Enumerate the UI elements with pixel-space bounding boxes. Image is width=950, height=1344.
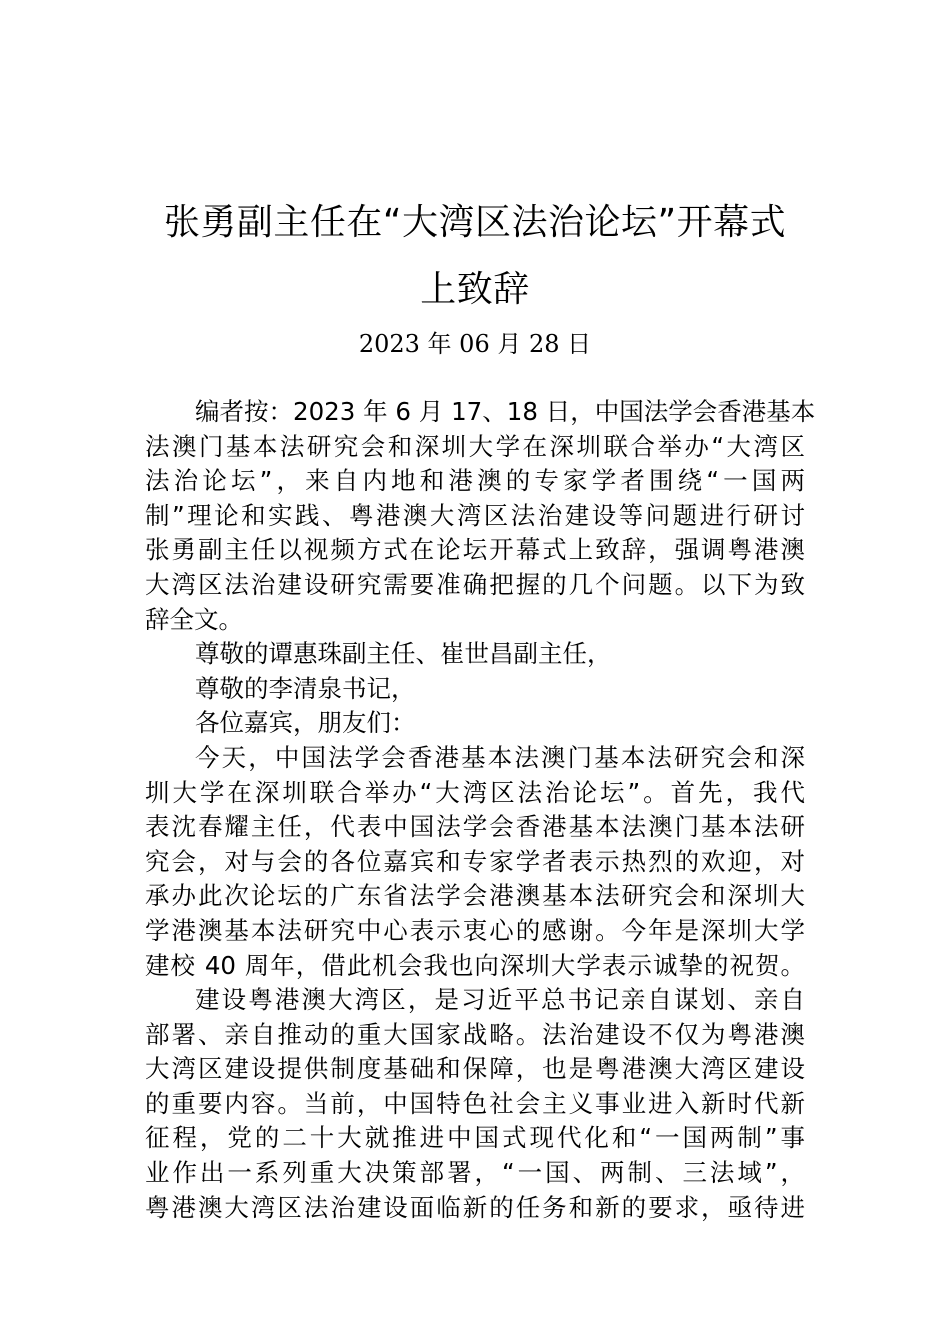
body-line: 究会，对与会的各位嘉宾和专家学者表示热烈的欢迎，对 (145, 846, 805, 876)
document-body (145, 395, 816, 1225)
body-line: 编者按：2023 年 6 月 17、18 日，中国法学会香港基本 (195, 397, 816, 426)
body-line: 辞全文。 (145, 604, 243, 634)
body-line: 表沈春耀主任，代表中国法学会香港基本法澳门基本法研 (145, 812, 805, 842)
body-line: 业作出一系列重大决策部署，“一国、两制、三法域”， (145, 1158, 805, 1188)
body-line: 法澳门基本法研究会和深圳大学在深圳联合举办“大湾区 (145, 431, 805, 461)
salutation-line: 尊敬的谭惠珠副主任、崔世昌副主任， (195, 639, 612, 669)
body-line: 法治论坛”，来自内地和港澳的专家学者围绕“一国两 (145, 466, 805, 496)
body-line: 学港澳基本法研究中心表示衷心的感谢。今年是深圳大学 (145, 915, 805, 945)
body-line: 征程，党的二十大就推进中国式现代化和“一国两制”事 (145, 1123, 805, 1153)
body-line: 部署、亲自推动的重大国家战略。法治建设不仅为粤港澳 (145, 1019, 805, 1049)
document-title-line-2: 上致辞 (420, 269, 530, 310)
body-line: 粤港澳大湾区法治建设面临新的任务和新的要求，亟待进 (145, 1192, 805, 1222)
document-date: 2023 年 06 月 28 日 (358, 330, 592, 358)
salutation-line: 尊敬的李清泉书记， (195, 673, 416, 703)
body-line: 承办此次论坛的广东省法学会港澳基本法研究会和深圳大 (145, 881, 805, 911)
document-title-line-1: 张勇副主任在“大湾区法治论坛”开幕式 (163, 202, 787, 243)
body-line: 制”理论和实践、粤港澳大湾区法治建设等问题进行研讨 (145, 500, 805, 530)
body-line: 的重要内容。当前，中国特色社会主义事业进入新时代新 (145, 1088, 805, 1118)
body-line: 建设粤港澳大湾区，是习近平总书记亲自谋划、亲自 (195, 985, 805, 1015)
body-line: 今天，中国法学会香港基本法澳门基本法研究会和深 (195, 742, 805, 772)
body-line: 建校 40 周年，借此机会我也向深圳大学表示诚挚的祝贺。 (145, 950, 805, 980)
body-line: 圳大学在深圳联合举办“大湾区法治论坛”。首先，我代 (145, 777, 805, 807)
salutation-line: 各位嘉宾，朋友们： (195, 708, 416, 738)
body-line: 张勇副主任以视频方式在论坛开幕式上致辞，强调粤港澳 (145, 535, 805, 565)
body-line: 大湾区建设提供制度基础和保障，也是粤港澳大湾区建设 (145, 1054, 805, 1084)
body-line: 大湾区法治建设研究需要准确把握的几个问题。以下为致 (145, 569, 805, 599)
